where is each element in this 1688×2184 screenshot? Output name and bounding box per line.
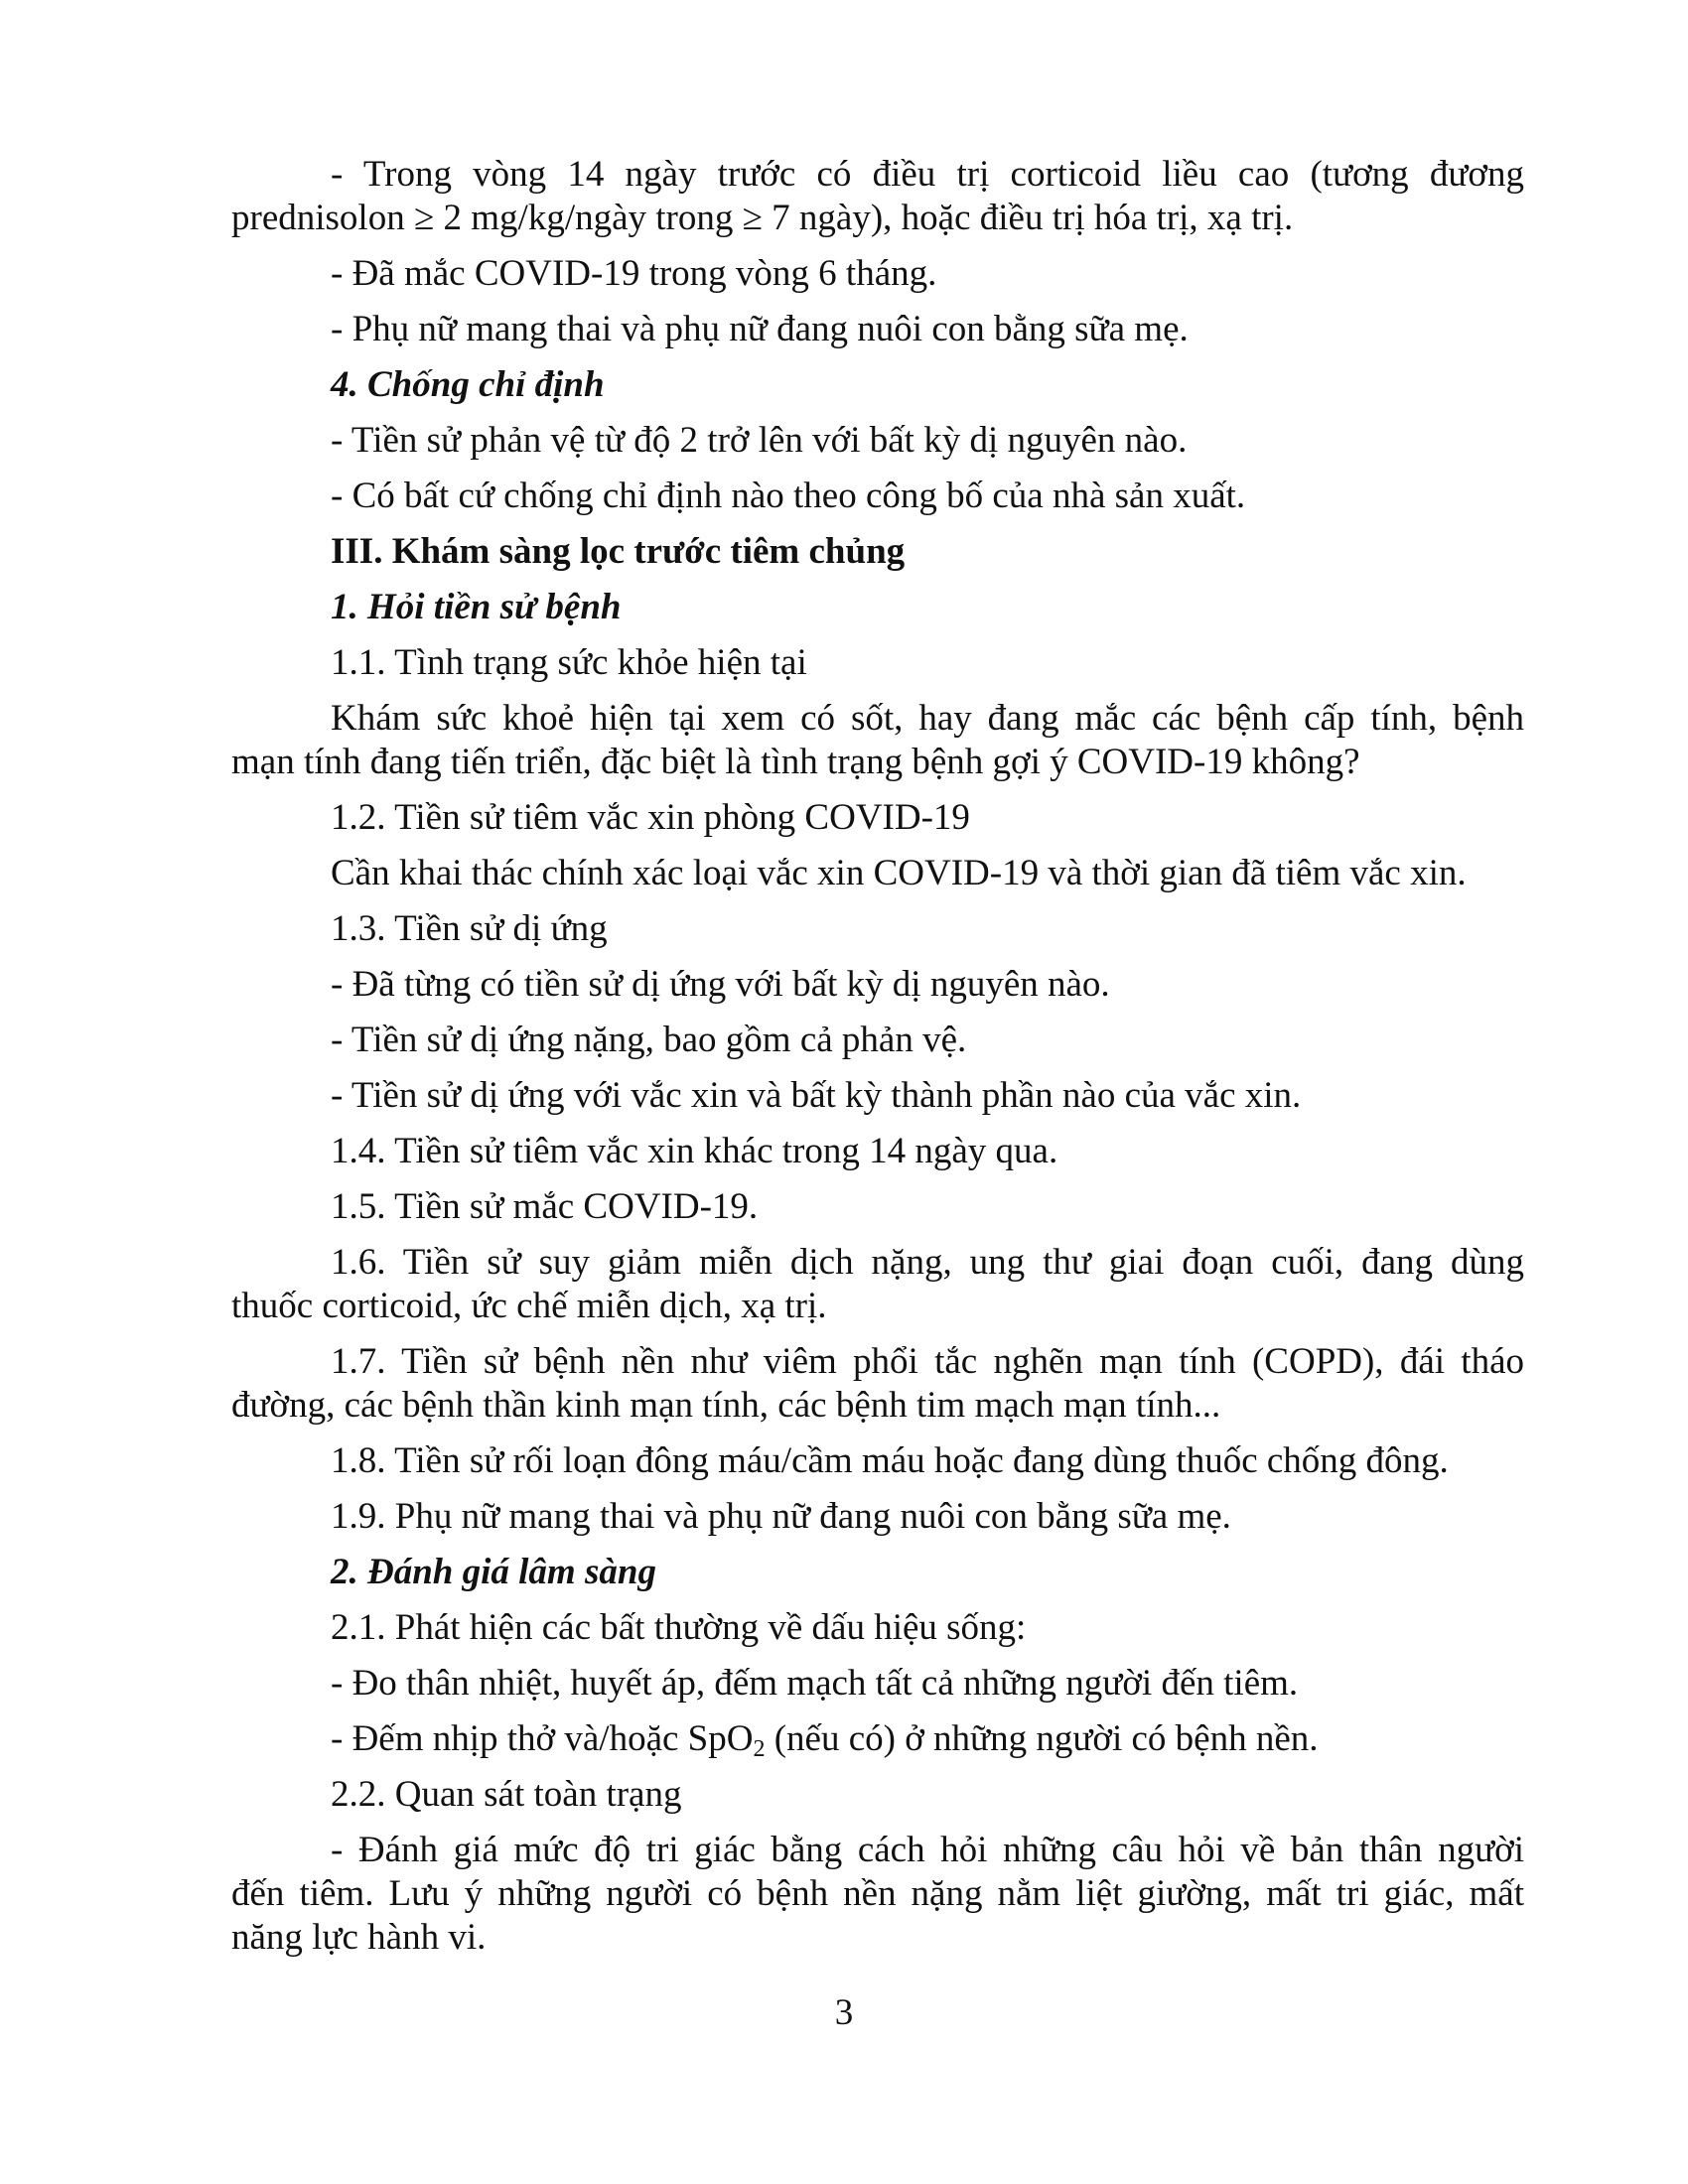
paragraph-respiratory-rate — [231, 1717, 1524, 1761]
paragraph-consciousness — [231, 1829, 1524, 1960]
heading-screening: III. Khám sàng lọc trước tiêm chủng — [331, 531, 906, 572]
paragraph-corticoid — [231, 153, 1524, 240]
paragraph-pregnant-women: - Phụ nữ mang thai và phụ nữ đang nuôi con bằng sữa mẹ. — [331, 309, 1189, 349]
paragraph-manufacturer-contraindication: - Có bất cứ chống chỉ định nào theo công bố của nhà sản xuất. — [331, 476, 1246, 516]
paragraph-line: mạn tính đang tiến triển, đặc biệt là tình trạng bệnh gợi ý COVID-19 không? — [231, 742, 1360, 782]
paragraph-vaccine-allergy: - Tiền sử dị ứng với vắc xin và bất kỳ thành phần nào của vắc xin. — [331, 1075, 1302, 1116]
paragraph-line: prednisolon ≥ 2 mg/kg/ngày trong ≥ 7 ngày), hoặc điều trị hóa trị, xạ trị. — [231, 198, 1294, 238]
spo2-text-after: (nếu có) ở những người có bệnh nền. — [765, 1718, 1319, 1759]
heading-contraindications: 4. Chống chỉ định — [331, 364, 605, 405]
paragraph-current-health: 1.1. Tình trạng sức khỏe hiện tại — [331, 642, 807, 683]
paragraph-covid-history: 1.5. Tiền sử mắc COVID-19. — [331, 1186, 759, 1227]
paragraph-line: năng lực hành vi. — [231, 1917, 487, 1958]
paragraph-line: đường, các bệnh thần kinh mạn tính, các bệnh tim mạch mạn tính... — [231, 1385, 1221, 1426]
paragraph-vaccination-history: 1.2. Tiền sử tiêm vắc xin phòng COVID-19 — [331, 797, 970, 838]
paragraph-vital-signs: 2.1. Phát hiện các bất thường về dấu hiệu sống: — [331, 1607, 1027, 1648]
paragraph-general-observation: 2.2. Quan sát toàn trạng — [331, 1774, 682, 1815]
paragraph-vaccine-details: Cần khai thác chính xác loại vắc xin COVID-19 và thời gian đã tiêm vắc xin. — [331, 853, 1467, 893]
paragraph-anaphylaxis-history: - Tiền sử phản vệ từ độ 2 trở lên với bất kỳ dị nguyên nào. — [331, 420, 1188, 461]
paragraph-line: 1.7. Tiền sử bệnh nền như viêm phổi tắc nghẽn mạn tính (COPD), đái tháo — [331, 1341, 1524, 1382]
paragraph-line: - Trong vòng 14 ngày trước có điều trị corticoid liều cao (tương đương — [331, 154, 1524, 195]
paragraph-other-vaccines: 1.4. Tiền sử tiêm vắc xin khác trong 14 ngày qua. — [331, 1131, 1058, 1171]
document-body — [231, 153, 1524, 1972]
paragraph-covid-6-months: - Đã mắc COVID-19 trong vòng 6 tháng. — [331, 253, 937, 294]
paragraph-underlying-disease — [231, 1340, 1524, 1428]
paragraph-health-check — [231, 697, 1524, 784]
paragraph-coagulation: 1.8. Tiền sử rối loạn đông máu/cầm máu hoặc đang dùng thuốc chống đông. — [331, 1440, 1449, 1481]
paragraph-line: - Đánh giá mức độ tri giác bằng cách hỏi những câu hỏi về bản thân người — [331, 1830, 1524, 1870]
heading-medical-history: 1. Hỏi tiền sử bệnh — [331, 587, 622, 627]
paragraph-line: Khám sức khoẻ hiện tại xem có sốt, hay đang mắc các bệnh cấp tính, bệnh — [331, 698, 1524, 739]
paragraph-line: đến tiêm. Lưu ý những người có bệnh nền nặng nằm liệt giường, mất tri giác, mất — [231, 1873, 1524, 1914]
paragraph-measure-temperature: - Đo thân nhiệt, huyết áp, đếm mạch tất cả những người đến tiêm. — [331, 1663, 1299, 1704]
paragraph-line: thuốc corticoid, ức chế miễn dịch, xạ trị. — [231, 1286, 827, 1326]
paragraph-immunodeficiency — [231, 1241, 1524, 1328]
spo2-subscript: 2 — [753, 1736, 766, 1762]
paragraph-line: 1.6. Tiền sử suy giảm miễn dịch nặng, ung thư giai đoạn cuối, đang dùng — [331, 1242, 1524, 1283]
heading-clinical-assessment: 2. Đánh giá lâm sàng — [331, 1552, 656, 1592]
paragraph-allergy-history: 1.3. Tiền sử dị ứng — [331, 908, 608, 949]
page-number: 3 — [834, 1992, 854, 2033]
spo2-text-before: - Đếm nhịp thở và/hoặc SpO — [331, 1718, 754, 1759]
paragraph-severe-allergy: - Tiền sử dị ứng nặng, bao gồm cả phản vệ. — [331, 1020, 967, 1060]
paragraph-pregnant-breastfeeding: 1.9. Phụ nữ mang thai và phụ nữ đang nuôi con bằng sữa mẹ. — [331, 1496, 1231, 1537]
paragraph-any-allergen: - Đã từng có tiền sử dị ứng với bất kỳ dị nguyên nào. — [331, 964, 1110, 1005]
